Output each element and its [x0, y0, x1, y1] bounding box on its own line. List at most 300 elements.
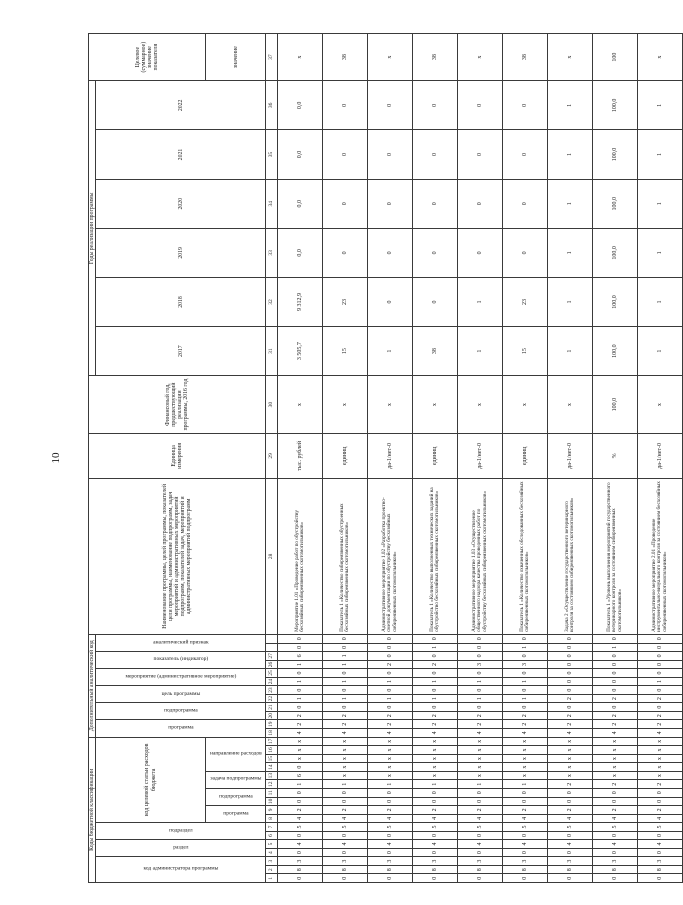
code-cell: 4	[323, 840, 368, 849]
code-cell: 0	[593, 848, 638, 857]
code-cell: 2	[413, 720, 458, 729]
table-row	[278, 34, 323, 883]
code-cell: 0	[503, 874, 548, 883]
code-cell: 0	[638, 634, 683, 643]
code-cell: x	[323, 771, 368, 780]
year-2017-header: 2017	[96, 327, 266, 376]
code-cell: 2	[638, 694, 683, 703]
code-cell: 4	[458, 840, 503, 849]
code-cell: x	[548, 746, 593, 755]
value-2017: 1	[368, 327, 413, 376]
section-header: раздел	[96, 840, 266, 857]
code-cell: 4	[368, 840, 413, 849]
code-cell: x	[593, 746, 638, 755]
budget-codes-header: Коды бюджетной классификации	[89, 737, 96, 882]
code-cell: 1	[413, 677, 458, 686]
code-cell: 1	[323, 660, 368, 669]
code-cell: 0	[458, 703, 503, 712]
value-2020: 0	[413, 179, 458, 228]
code-cell: 6	[278, 652, 323, 661]
code-cell: 2	[413, 806, 458, 815]
code-cell: 1	[593, 643, 638, 652]
code-cell: 0	[503, 797, 548, 806]
value-2021: 0	[413, 130, 458, 179]
code-cell: 2	[458, 720, 503, 729]
code-cell: 0	[548, 669, 593, 678]
code-cell: 2	[458, 711, 503, 720]
value-2021: 1	[548, 130, 593, 179]
code-cell: 0	[323, 703, 368, 712]
code-cell: 0	[368, 634, 413, 643]
column-number: 24	[266, 677, 278, 686]
column-number: 22	[266, 694, 278, 703]
code-cell: x	[593, 763, 638, 772]
column-number: 17	[266, 737, 278, 746]
code-cell: x	[323, 746, 368, 755]
code-cell: 2	[368, 806, 413, 815]
code-cell: 2	[548, 780, 593, 789]
header-row-1	[89, 34, 96, 883]
code-cell: x	[323, 737, 368, 746]
code-cell: 4	[638, 840, 683, 849]
total-cell: x	[638, 34, 683, 81]
code-cell: 0	[413, 703, 458, 712]
code-cell: x	[548, 754, 593, 763]
prev-year-cell: x	[503, 376, 548, 434]
unit-cell: единиц	[413, 433, 458, 478]
value-2017: 3 505,7	[278, 327, 323, 376]
code-cell: 2	[368, 720, 413, 729]
value-2018: 23	[503, 277, 548, 326]
code-cell: x	[638, 746, 683, 755]
column-number: 14	[266, 763, 278, 772]
code-cell: 4	[413, 840, 458, 849]
extra-codes-header: Дополнительный аналитический код	[89, 634, 96, 737]
code-cell: x	[413, 771, 458, 780]
code-cell: 3	[413, 857, 458, 866]
value-2020: 0,0	[278, 179, 323, 228]
code-cell: 4	[548, 840, 593, 849]
code-cell: 0	[548, 634, 593, 643]
code-cell: 1	[323, 694, 368, 703]
prev-year-cell: x	[548, 376, 593, 434]
code-cell: 0	[413, 652, 458, 661]
prev-year-cell: x	[413, 376, 458, 434]
code-cell: x	[278, 737, 323, 746]
value-2020: 0	[368, 179, 413, 228]
value-2018: 23	[323, 277, 368, 326]
code-cell: 0	[548, 831, 593, 840]
column-number: 30	[266, 376, 278, 434]
code-cell: 8	[458, 865, 503, 874]
code-cell: 0	[323, 686, 368, 695]
code-cell: 0	[593, 634, 638, 643]
code-cell: x	[368, 771, 413, 780]
code-cell: 0	[368, 788, 413, 797]
unit-cell: да-1/нет-0	[638, 433, 683, 478]
code-cell: 0	[323, 848, 368, 857]
code-cell: x	[278, 754, 323, 763]
unit-header: Единица измерения	[89, 433, 266, 478]
code-cell: 5	[368, 823, 413, 832]
name-cell: Показатель 1 «Количество сибиреязвенных обустроенных бесхозяйных сибиреязвенных скотомогильников»	[323, 478, 368, 634]
unit-cell: единиц	[323, 433, 368, 478]
code-cell: 1	[413, 694, 458, 703]
value-2017: 15	[503, 327, 548, 376]
code-cell: 4	[503, 814, 548, 823]
table-row	[323, 34, 368, 883]
code-cell: x	[548, 771, 593, 780]
code-cell: 2	[278, 720, 323, 729]
value-2022: 1	[638, 81, 683, 130]
code-cell: 0	[548, 677, 593, 686]
code-cell: 4	[548, 814, 593, 823]
code-cell: 0	[638, 797, 683, 806]
column-number: 32	[266, 277, 278, 326]
value-2017: 15	[323, 327, 368, 376]
code-cell: 4	[458, 729, 503, 738]
program-code-header: программа	[96, 720, 266, 737]
code-cell: 4	[323, 729, 368, 738]
code-cell: 8	[548, 865, 593, 874]
code-cell: 1	[503, 677, 548, 686]
code-cell: 3	[368, 857, 413, 866]
total-cell: x	[548, 34, 593, 81]
value-header: значение	[206, 34, 266, 81]
value-2020: 0	[458, 179, 503, 228]
code-cell: x	[503, 763, 548, 772]
code-cell: 1	[323, 780, 368, 789]
expense-code-header: код целевой статьи расходов бюджета	[96, 737, 206, 823]
value-2022: 0	[368, 81, 413, 130]
value-2018: 1	[548, 277, 593, 326]
code-cell: 8	[593, 865, 638, 874]
subprogram-code-header: подпрограмма	[96, 703, 266, 720]
code-cell: 1	[278, 660, 323, 669]
column-number: 10	[266, 797, 278, 806]
value-2021: 0	[323, 130, 368, 179]
value-2019: 0	[413, 228, 458, 277]
total-cell: 38	[503, 34, 548, 81]
column-number: 16	[266, 746, 278, 755]
unit-cell: тыс. рублей	[278, 433, 323, 478]
code-cell: 0	[548, 643, 593, 652]
code-cell: 0	[503, 686, 548, 695]
code-cell: 4	[323, 814, 368, 823]
value-2021: 0,0	[278, 130, 323, 179]
value-2020: 0	[323, 179, 368, 228]
code-cell: 2	[638, 720, 683, 729]
code-cell: x	[503, 771, 548, 780]
code-cell: 0	[323, 634, 368, 643]
code-cell: 2	[323, 806, 368, 815]
column-number: 31	[266, 327, 278, 376]
code-cell: 0	[638, 874, 683, 883]
code-cell: 0	[503, 848, 548, 857]
column-number: 36	[266, 81, 278, 130]
code-cell: 2	[593, 806, 638, 815]
column-number: 6	[266, 831, 278, 840]
code-cell: 0	[548, 848, 593, 857]
total-cell: x	[458, 34, 503, 81]
code-cell: x	[503, 754, 548, 763]
code-cell: 0	[458, 669, 503, 678]
code-cell: 0	[548, 874, 593, 883]
year-2022-header: 2022	[96, 81, 266, 130]
prev-year-cell: 100,0	[593, 376, 638, 434]
code-cell: 0	[278, 686, 323, 695]
value-2018: 9 312,9	[278, 277, 323, 326]
code-cell: 5	[413, 823, 458, 832]
code-cell: 4	[548, 729, 593, 738]
column-number	[266, 634, 278, 643]
code-cell: 0	[548, 788, 593, 797]
code-cell: 0	[323, 831, 368, 840]
code-cell: 4	[278, 840, 323, 849]
admin-code-header: код администратора программы	[96, 857, 266, 883]
code-cell: 0	[368, 686, 413, 695]
value-2019: 0	[368, 228, 413, 277]
code-cell: 0	[638, 831, 683, 840]
unit-cell: единиц	[503, 433, 548, 478]
code-cell: 0	[548, 703, 593, 712]
code-cell: 8	[323, 865, 368, 874]
code-cell: 0	[368, 831, 413, 840]
code-cell: 0	[278, 669, 323, 678]
code-cell: 1	[503, 643, 548, 652]
code-cell: 1	[503, 780, 548, 789]
column-number: 37	[266, 34, 278, 81]
column-numbers-row	[266, 34, 278, 883]
code-cell: 1	[278, 677, 323, 686]
code-cell: 0	[503, 831, 548, 840]
code-cell: 0	[278, 874, 323, 883]
code-cell: 0	[593, 686, 638, 695]
code-cell: 0	[548, 652, 593, 661]
code-cell: 0	[458, 643, 503, 652]
code-cell: 8	[638, 865, 683, 874]
code-cell: 0	[413, 634, 458, 643]
code-cell: x	[638, 763, 683, 772]
value-2022: 0	[503, 81, 548, 130]
code-cell: 0	[503, 669, 548, 678]
column-number: 5	[266, 840, 278, 849]
code-cell: 0	[593, 660, 638, 669]
code-cell: 0	[458, 848, 503, 857]
program-header: программа	[206, 806, 266, 823]
name-header: Наименование программы, целей программы, показателей цели программы, наименование подпрограмм, задач мероприятий и административных мероприятий подпрограмм, показателей задач, мероприятий и административных мероприятий подпрограмм	[89, 478, 266, 634]
name-cell: Административное мероприятие 1.02 «Разработка проектно-сметной документации по обустройству бесхозяйных сибиреязвенных скотомогильников»	[368, 478, 413, 634]
code-cell: x	[503, 746, 548, 755]
value-2019: 0	[323, 228, 368, 277]
code-cell: 5	[593, 823, 638, 832]
code-cell: x	[458, 763, 503, 772]
code-cell: 0	[368, 703, 413, 712]
value-2018: 100,0	[593, 277, 638, 326]
code-cell: 2	[323, 720, 368, 729]
code-cell: x	[413, 754, 458, 763]
table-row	[548, 34, 593, 883]
code-cell: 1	[413, 780, 458, 789]
code-cell: 3	[458, 660, 503, 669]
code-cell: 0	[458, 831, 503, 840]
code-cell: 0	[458, 634, 503, 643]
column-number: 25	[266, 669, 278, 678]
value-2017: 1	[458, 327, 503, 376]
column-number: 21	[266, 703, 278, 712]
code-cell: x	[413, 763, 458, 772]
prev-year-cell: x	[278, 376, 323, 434]
value-2017: 38	[413, 327, 458, 376]
code-cell: 4	[593, 814, 638, 823]
total-cell: 100	[593, 34, 638, 81]
code-cell: x	[458, 754, 503, 763]
column-number: 35	[266, 130, 278, 179]
code-cell: x	[548, 737, 593, 746]
code-cell: 1	[278, 694, 323, 703]
code-cell: 0	[278, 634, 323, 643]
code-cell: x	[368, 763, 413, 772]
value-2018: 1	[458, 277, 503, 326]
code-cell: 0	[503, 652, 548, 661]
code-cell: 2	[638, 711, 683, 720]
code-cell: 0	[458, 874, 503, 883]
code-cell: 1	[458, 677, 503, 686]
code-cell: 0	[323, 797, 368, 806]
code-cell: 1	[368, 694, 413, 703]
code-cell: 1	[368, 677, 413, 686]
code-cell: 0	[593, 797, 638, 806]
column-number: 9	[266, 806, 278, 815]
code-cell: 4	[593, 840, 638, 849]
value-2017: 1	[638, 327, 683, 376]
unit-cell: да-1/нет-0	[548, 433, 593, 478]
table-row	[458, 34, 503, 883]
code-cell: 2	[593, 694, 638, 703]
value-2019: 100,0	[593, 228, 638, 277]
code-cell: 0	[593, 652, 638, 661]
column-number: 23	[266, 686, 278, 695]
column-number: 7	[266, 823, 278, 832]
goal-code-header: цель программы	[96, 686, 266, 703]
value-2022: 0	[458, 81, 503, 130]
year-2019-header: 2019	[96, 228, 266, 277]
column-number: 3	[266, 857, 278, 866]
table-row	[593, 34, 638, 883]
table-row	[413, 34, 458, 883]
code-cell: 1	[503, 694, 548, 703]
value-2017: 100,0	[593, 327, 638, 376]
value-2022: 0	[413, 81, 458, 130]
code-cell: 0	[368, 643, 413, 652]
column-number: 13	[266, 771, 278, 780]
direction-header: направление расходов	[206, 737, 266, 771]
code-cell: 3	[503, 857, 548, 866]
unit-cell: %	[593, 433, 638, 478]
code-cell: 0	[593, 669, 638, 678]
code-cell: 0	[548, 660, 593, 669]
code-cell: x	[323, 754, 368, 763]
total-cell: x	[368, 34, 413, 81]
code-cell: x	[413, 737, 458, 746]
code-cell: 2	[458, 806, 503, 815]
column-number: 20	[266, 711, 278, 720]
code-cell: 6	[278, 771, 323, 780]
code-cell: 2	[413, 711, 458, 720]
column-number: 11	[266, 788, 278, 797]
column-number: 1	[266, 874, 278, 883]
code-cell: 4	[503, 729, 548, 738]
code-cell: 4	[458, 814, 503, 823]
value-2022: 1	[548, 81, 593, 130]
value-2021: 0	[503, 130, 548, 179]
code-cell: 0	[323, 788, 368, 797]
code-cell: x	[593, 754, 638, 763]
code-cell: 0	[638, 703, 683, 712]
total-header: Целевое (суммарное) значение показателя	[89, 34, 206, 81]
code-cell: 0	[368, 669, 413, 678]
task-header: задача подпрограммы	[206, 771, 266, 788]
column-number: 27	[266, 652, 278, 661]
code-cell: 0	[413, 848, 458, 857]
column-number: 8	[266, 814, 278, 823]
table-row	[368, 34, 413, 883]
name-cell: Задача 2 «Осуществление государственного ветеринарного контроля за состоянием сибиреязвенных скотомогильников»	[548, 478, 593, 634]
code-cell: 4	[278, 814, 323, 823]
code-cell: 0	[548, 686, 593, 695]
code-cell: 0	[368, 652, 413, 661]
code-cell: 5	[503, 823, 548, 832]
prev-year-cell: x	[638, 376, 683, 434]
page-number: 10	[50, 452, 62, 464]
code-cell: 0	[593, 788, 638, 797]
code-cell: 0	[278, 788, 323, 797]
name-cell: Административное мероприятие 2.01 «Проведение инструментально-визуального контроля за состоянием бесхозяйных сибиреязвенных скотомогильников»	[638, 478, 683, 634]
code-cell: 0	[368, 848, 413, 857]
code-cell: 2	[503, 806, 548, 815]
value-2021: 0	[458, 130, 503, 179]
code-cell: x	[548, 763, 593, 772]
code-cell: 0	[368, 797, 413, 806]
code-cell: 2	[503, 720, 548, 729]
code-cell: 0	[278, 763, 323, 772]
table-row	[638, 34, 683, 883]
code-cell: 0	[638, 660, 683, 669]
code-cell: 0	[413, 669, 458, 678]
code-cell: 0	[278, 797, 323, 806]
code-cell: 2	[548, 720, 593, 729]
code-cell: x	[323, 763, 368, 772]
code-cell: x	[458, 771, 503, 780]
year-2018-header: 2018	[96, 277, 266, 326]
code-cell: 3	[638, 857, 683, 866]
code-cell: 0	[278, 703, 323, 712]
code-cell: 0	[458, 652, 503, 661]
code-cell: x	[368, 746, 413, 755]
value-2021: 100,0	[593, 130, 638, 179]
code-cell: 0	[638, 788, 683, 797]
code-cell: x	[368, 737, 413, 746]
code-cell: 4	[278, 729, 323, 738]
code-cell: 0	[503, 703, 548, 712]
code-cell: 0	[278, 848, 323, 857]
total-cell: 38	[413, 34, 458, 81]
code-cell: 0	[503, 788, 548, 797]
value-2019: 0,0	[278, 228, 323, 277]
subprogram-header: подпрограмма	[206, 788, 266, 805]
code-cell: x	[458, 737, 503, 746]
code-cell: 0	[503, 634, 548, 643]
